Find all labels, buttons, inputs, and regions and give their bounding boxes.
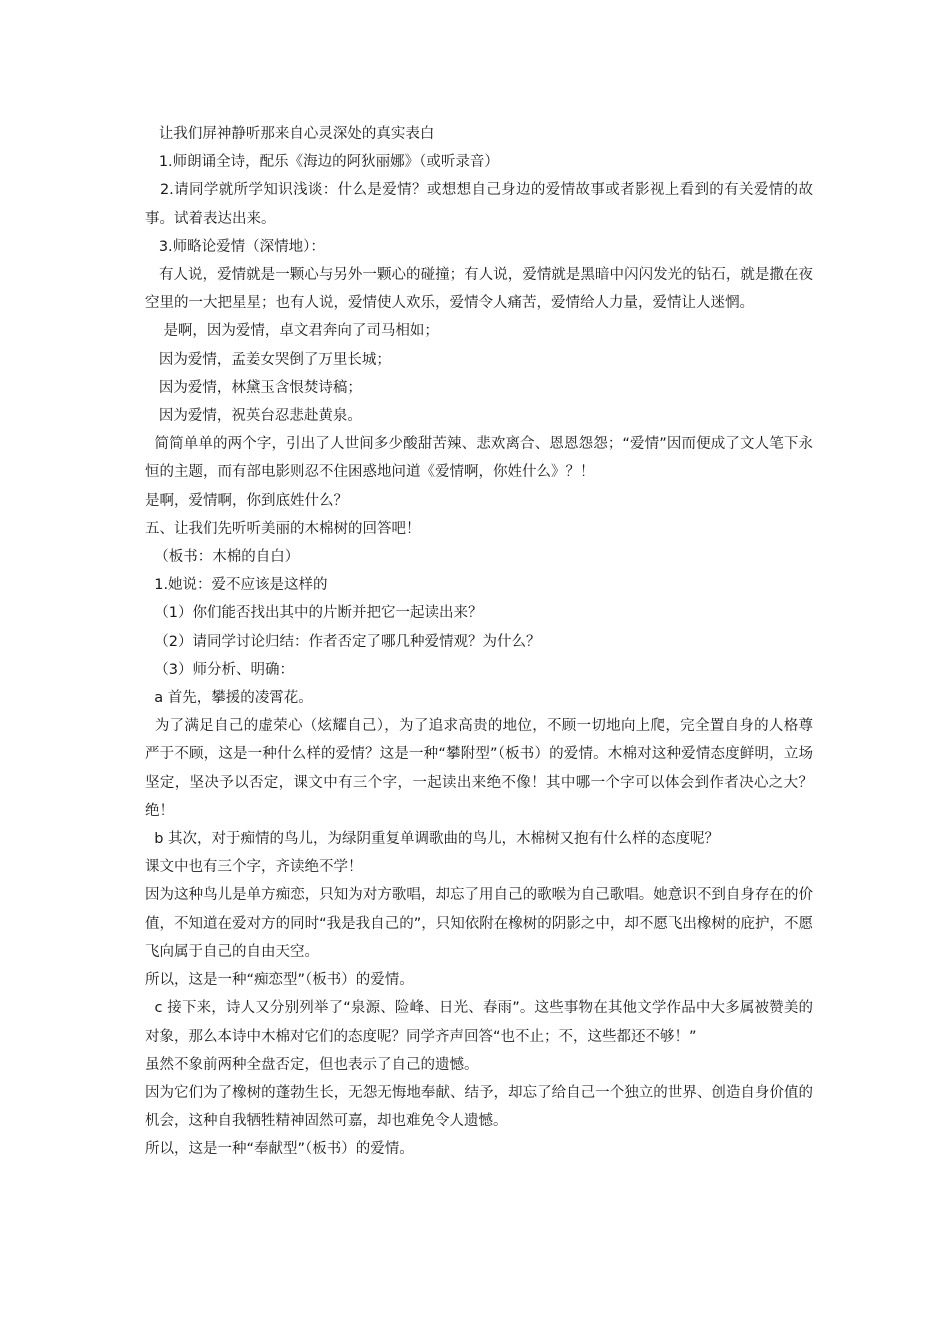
paragraph-step-1: 1.师朗诵全诗，配乐《海边的阿狄丽娜》（或听录音） — [145, 154, 499, 171]
paragraph-sub-3: （3）师分析、明确： — [145, 661, 294, 678]
paragraph-point-c-regret: 虽然不象前两种全盘否定，但也表示了自己的遗憾。 — [145, 1056, 479, 1073]
paragraph-point-c: c 接下来，诗人又分别列举了“泉源、险峰、日光、春雨”。这些事物在其他文学作品中大多属被赞美的对象，那么本诗中木棉对它们的态度呢？同学齐声回答“也不止；不，这些都还不够！” — [145, 1000, 813, 1045]
paragraph-she-says: 1.她说：爱不应该是这样的 — [145, 577, 328, 594]
paragraph-step-2: 2.请同学就所学知识浅谈：什么是爱情？或想想自己身边的爱情故事或者影视上看到的有关爱情的故事。试着表达出来。 — [145, 182, 813, 227]
paragraph-sub-1: （1）你们能否找出其中的片断并把它一起读出来？ — [145, 605, 483, 622]
section-heading-five: 五、让我们先听听美丽的木棉树的回答吧！ — [145, 520, 421, 537]
paragraph-sub-2: （2）请同学讨论归结：作者否定了哪几种爱情观？为什么？ — [145, 633, 541, 650]
paragraph-point-b-read: 课文中也有三个字，齐读绝不学！ — [145, 859, 363, 876]
paragraph-point-b-conclusion: 所以，这是一种“痴恋型”（板书）的爱情。 — [145, 972, 414, 989]
paragraph-love-quotes: 有人说，爱情就是一颗心与另外一颗心的碰撞；有人说，爱情就是黑暗中闪闪发光的钻石，就是撒在夜空里的一大把星星；也有人说，爱情使人欢乐，爱情令人痛苦，爱情给人力量，爱情让人迷惘。 — [145, 267, 813, 312]
paragraph-point-c-analysis: 因为它们为了橡树的蓬勃生长，无怨无悔地奉献、结予，却忘了给自己一个独立的世界、创造自身价值的机会，这种自我牺牲精神固然可嘉，却也难免令人遗憾。 — [145, 1084, 813, 1130]
paragraph-step-3: 3.师略论爱情（深情地）： — [145, 238, 325, 255]
paragraph-because-love-3: 因为爱情，林黛玉含恨焚诗稿； — [145, 379, 362, 396]
paragraph-point-b: b 其次，对于痴情的鸟儿，为绿阴重复单调歌曲的鸟儿，木棉树又抱有什么样的态度呢？ — [145, 831, 720, 848]
paragraph-point-a: a 首先，攀援的凌霄花。 — [145, 690, 313, 707]
paragraph-because-love-4: 因为爱情，祝英台忍悲赴黄泉。 — [145, 408, 362, 425]
paragraph-because-love-2: 因为爱情，孟姜女哭倒了万里长城； — [145, 351, 391, 368]
paragraph-question: 是啊，爱情啊，你到底姓什么？ — [145, 492, 348, 509]
document-page — [145, 120, 813, 1164]
paragraph-because-love-1: 是啊，因为爱情，卓文君奔向了司马相如； — [145, 323, 439, 340]
paragraph-board-note: （板书：木棉的自白） — [145, 549, 300, 566]
paragraph-intro: 让我们屏神静听那来自心灵深处的真实表白 — [145, 126, 435, 142]
paragraph-two-words: 简简单单的两个字，引出了人世间多少酸甜苦辣、悲欢离合、恩恩怨怨；“爱情”因而便成了文人笔下永恒的主题，而有部电影则忍不住困惑地问道《爱情啊，你姓什么》？！ — [145, 436, 813, 481]
paragraph-point-c-conclusion: 所以，这是一种“奉献型”（板书）的爱情。 — [145, 1141, 414, 1158]
paragraph-point-a-analysis: 为了满足自己的虚荣心（炫耀自己），为了追求高贵的地位，不顾一切地向上爬，完全置自身的人格尊严于不顾，这是一种什么样的爱情？这是一种“攀附型”（板书）的爱情。木棉对这种爱情态度鲜明，立场坚定，坚决予以否定，课文中有三个字，一起读出来绝不像！其中哪一个字可以体会到作者决心之大？绝！ — [145, 718, 814, 819]
paragraph-point-b-analysis: 因为这种鸟儿是单方痴恋，只知为对方歌唱，却忘了用自己的歌喉为自己歌唱。她意识不到自身存在的价值，不知道在爱对方的同时“我是我自己的”，只知依附在橡树的阴影之中，却不愿飞出橡树的庇护，不愿飞向属于自己的自由天空。 — [145, 887, 813, 960]
